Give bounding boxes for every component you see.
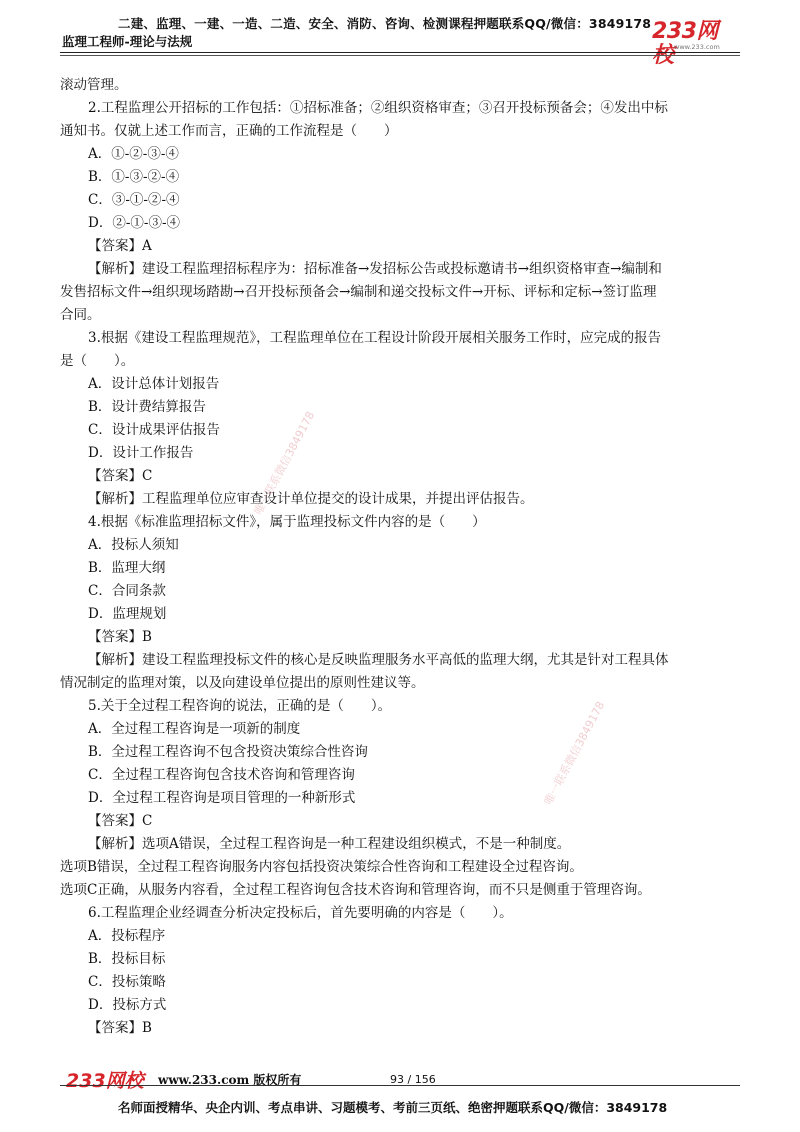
- answer: 【答案】C: [88, 468, 153, 484]
- answer: 【答案】A: [88, 238, 152, 254]
- question-3-stem-cont: 是（ ）。: [60, 353, 135, 369]
- analysis-cont: 选项B错误，全过程工程咨询服务内容包括投资决策综合性咨询和工程建设全过程咨询。: [60, 859, 583, 875]
- option-c: C．投标策略: [88, 974, 166, 990]
- analysis-cont: 发售招标文件→组织现场踏勘→召开投标预备会→编制和递交投标文件→开标、评标和定标→签订监理: [60, 284, 657, 300]
- header-contact-line: 二建、监理、一建、一造、二造、安全、消防、咨询、检测课程押题联系QQ/微信：3849178: [118, 16, 652, 31]
- option-c: C．③-①-②-④: [88, 192, 180, 208]
- option-a: A．投标程序: [88, 928, 166, 944]
- footer-divider: [60, 1085, 740, 1086]
- option-a: A．全过程工程咨询是一项新的制度: [88, 721, 301, 737]
- answer: 【答案】C: [88, 813, 153, 829]
- logo-url: www.233.com: [674, 43, 720, 51]
- page-number: 93 / 156: [390, 1073, 436, 1086]
- option-c: C．全过程工程咨询包含技术咨询和管理咨询: [88, 767, 355, 783]
- analysis-cont: 情况制定的监理对策，以及向建设单位提出的原则性建议等。: [60, 675, 425, 691]
- analysis: 【解析】建设工程监理招标程序为：招标准备→发招标公告或投标邀请书→组织资格审查→编制和: [88, 261, 662, 277]
- question-2-stem-cont: 通知书。仅就上述工作而言，正确的工作流程是（ ）: [60, 123, 398, 139]
- option-d: D．设计工作报告: [88, 445, 194, 461]
- brand-logo: [652, 19, 738, 68]
- option-a: A．设计总体计划报告: [88, 376, 220, 392]
- answer: 【答案】B: [88, 1020, 152, 1036]
- question-2-stem: 2.工程监理公开招标的工作包括：①招标准备；②组织资格审查；③召开投标预备会；④发出中标: [88, 100, 668, 116]
- header-divider-thin: [60, 55, 740, 56]
- option-b: B．全过程工程咨询不包含投资决策综合性咨询: [88, 744, 368, 760]
- question-4-stem: 4.根据《标准监理招标文件》，属于监理投标文件内容的是（ ）: [88, 514, 486, 530]
- watermark-text: 唯一联系微信3849178: [251, 409, 318, 518]
- option-b: B．①-③-②-④: [88, 169, 180, 185]
- text-line: 滚动管理。: [60, 77, 128, 93]
- option-a: A．投标人须知: [88, 537, 179, 553]
- analysis-cont: 合同。: [60, 307, 101, 323]
- option-d: D．②-①-③-④: [88, 215, 181, 231]
- question-5-stem: 5.关于全过程工程咨询的说法，正确的是（ ）。: [88, 698, 392, 714]
- document-body: [60, 74, 740, 1040]
- footer-contact-line: 名师面授精华、央企内训、考点串讲、习题模考、考前三页纸、绝密押题联系QQ/微信：3849178: [118, 1100, 668, 1115]
- option-d: D．监理规划: [88, 606, 167, 622]
- question-6-stem: 6.工程监理企业经调查分析决定投标后，首先要明确的内容是（ ）。: [88, 905, 513, 921]
- option-d: D．全过程工程咨询是项目管理的一种新形式: [88, 790, 356, 806]
- analysis: 【解析】工程监理单位应审查设计单位提交的设计成果，并提出评估报告。: [88, 491, 534, 507]
- option-b: B．投标目标: [88, 951, 166, 967]
- option-b: B．监理大纲: [88, 560, 166, 576]
- header-divider: [60, 52, 740, 53]
- logo-text: 233网校: [652, 19, 718, 68]
- footer-logo: 233网校: [66, 1070, 144, 1092]
- option-b: B．设计费结算报告: [88, 399, 206, 415]
- watermark-text: 唯一联系微信3849178: [541, 699, 608, 808]
- answer: 【答案】B: [88, 629, 152, 645]
- analysis: 【解析】选项A错误，全过程工程咨询是一种工程建设组织模式，不是一种制度。: [88, 836, 571, 852]
- option-c: C．设计成果评估报告: [88, 422, 220, 438]
- analysis-cont: 选项C正确，从服务内容看，全过程工程咨询包含技术咨询和管理咨询，而不只是侧重于管理咨询。: [60, 882, 651, 898]
- question-3-stem: 3.根据《建设工程监理规范》，工程监理单位在工程设计阶段开展相关服务工作时，应完成的报告: [88, 330, 662, 346]
- option-c: C．合同条款: [88, 583, 166, 599]
- analysis: 【解析】建设工程监理投标文件的核心是反映监理服务水平高低的监理大纲，尤其是针对工程具体: [88, 652, 669, 668]
- footer-site: www.233.com 版权所有: [158, 1073, 302, 1087]
- option-a: A．①-②-③-④: [88, 146, 179, 162]
- option-d: D．投标方式: [88, 997, 167, 1013]
- header-subject-title: 监理工程师-理论与法规: [62, 34, 193, 49]
